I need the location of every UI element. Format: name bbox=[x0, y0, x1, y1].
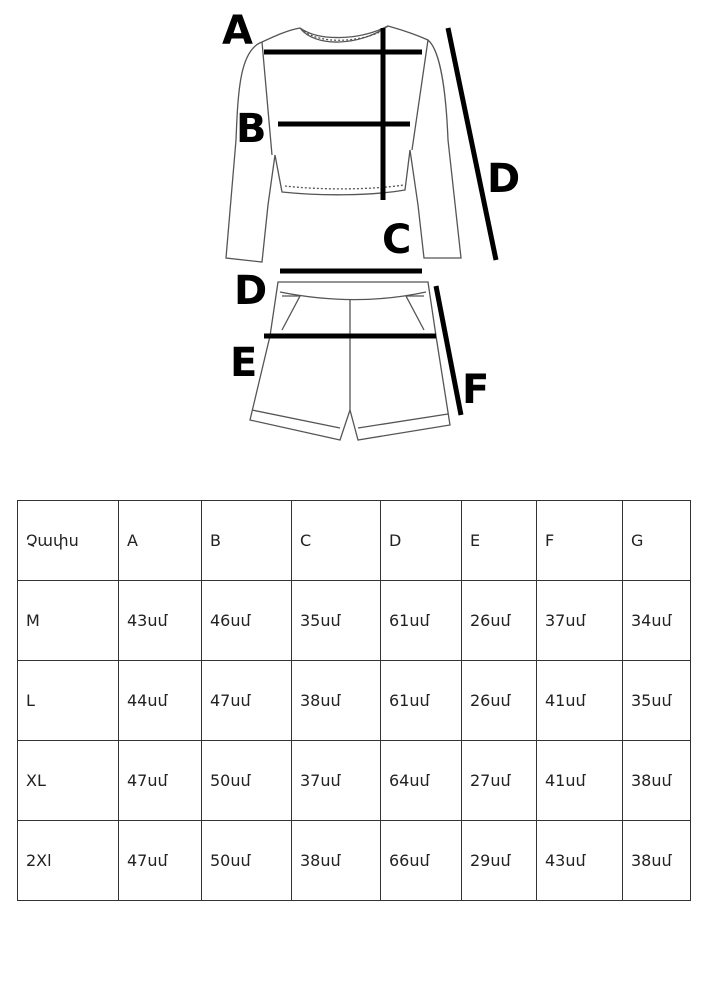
table-cell: 27սմ bbox=[462, 741, 537, 821]
table-row bbox=[18, 661, 691, 741]
header-cell: Չափս bbox=[18, 501, 119, 581]
table-cell: 35սմ bbox=[623, 661, 691, 741]
header-cell: B bbox=[202, 501, 292, 581]
line-d-top bbox=[448, 28, 496, 260]
size-diagram bbox=[0, 0, 707, 450]
table-cell: 38սմ bbox=[623, 741, 691, 821]
table-cell: 66սմ bbox=[381, 821, 462, 901]
label-b: B bbox=[236, 106, 267, 152]
table-cell: 38սմ bbox=[623, 821, 691, 901]
header-cell: F bbox=[537, 501, 623, 581]
header-cell: A bbox=[119, 501, 202, 581]
table-cell: 61սմ bbox=[381, 661, 462, 741]
header-cell: E bbox=[462, 501, 537, 581]
size-cell: M bbox=[18, 581, 119, 661]
table-cell: 50սմ bbox=[202, 741, 292, 821]
table-cell: 46սմ bbox=[202, 581, 292, 661]
table-row bbox=[18, 581, 691, 661]
table-cell: 61սմ bbox=[381, 581, 462, 661]
table-cell: 47սմ bbox=[119, 741, 202, 821]
label-c: C bbox=[382, 217, 412, 263]
table-cell: 43սմ bbox=[537, 821, 623, 901]
table-cell: 29սմ bbox=[462, 821, 537, 901]
size-cell: 2Xl bbox=[18, 821, 119, 901]
size-chart-table bbox=[17, 500, 691, 901]
table-cell: 34սմ bbox=[623, 581, 691, 661]
header-cell: G bbox=[623, 501, 691, 581]
line-f bbox=[436, 286, 461, 415]
table-cell: 64սմ bbox=[381, 741, 462, 821]
table-row bbox=[18, 821, 691, 901]
table-cell: 41սմ bbox=[537, 741, 623, 821]
measurement-lines bbox=[264, 28, 496, 415]
table-cell: 47սմ bbox=[202, 661, 292, 741]
table-row bbox=[18, 741, 691, 821]
table-cell: 26սմ bbox=[462, 661, 537, 741]
header-cell: D bbox=[381, 501, 462, 581]
label-d-bottom: D bbox=[234, 268, 268, 314]
table-cell: 47սմ bbox=[119, 821, 202, 901]
table-cell: 37սմ bbox=[537, 581, 623, 661]
table-cell: 41սմ bbox=[537, 661, 623, 741]
label-a: A bbox=[222, 8, 253, 54]
header-cell: C bbox=[292, 501, 381, 581]
label-d-top: D bbox=[487, 156, 521, 202]
size-cell: L bbox=[18, 661, 119, 741]
label-f: F bbox=[462, 367, 490, 413]
table-cell: 50սմ bbox=[202, 821, 292, 901]
label-e: E bbox=[230, 340, 258, 386]
table-cell: 38սմ bbox=[292, 661, 381, 741]
table-cell: 44սմ bbox=[119, 661, 202, 741]
table-header-row bbox=[18, 501, 691, 581]
table-cell: 38սմ bbox=[292, 821, 381, 901]
table-cell: 43սմ bbox=[119, 581, 202, 661]
shorts-outline bbox=[250, 282, 450, 440]
table-cell: 35սմ bbox=[292, 581, 381, 661]
table-cell: 37սմ bbox=[292, 741, 381, 821]
table-cell: 26սմ bbox=[462, 581, 537, 661]
size-cell: XL bbox=[18, 741, 119, 821]
